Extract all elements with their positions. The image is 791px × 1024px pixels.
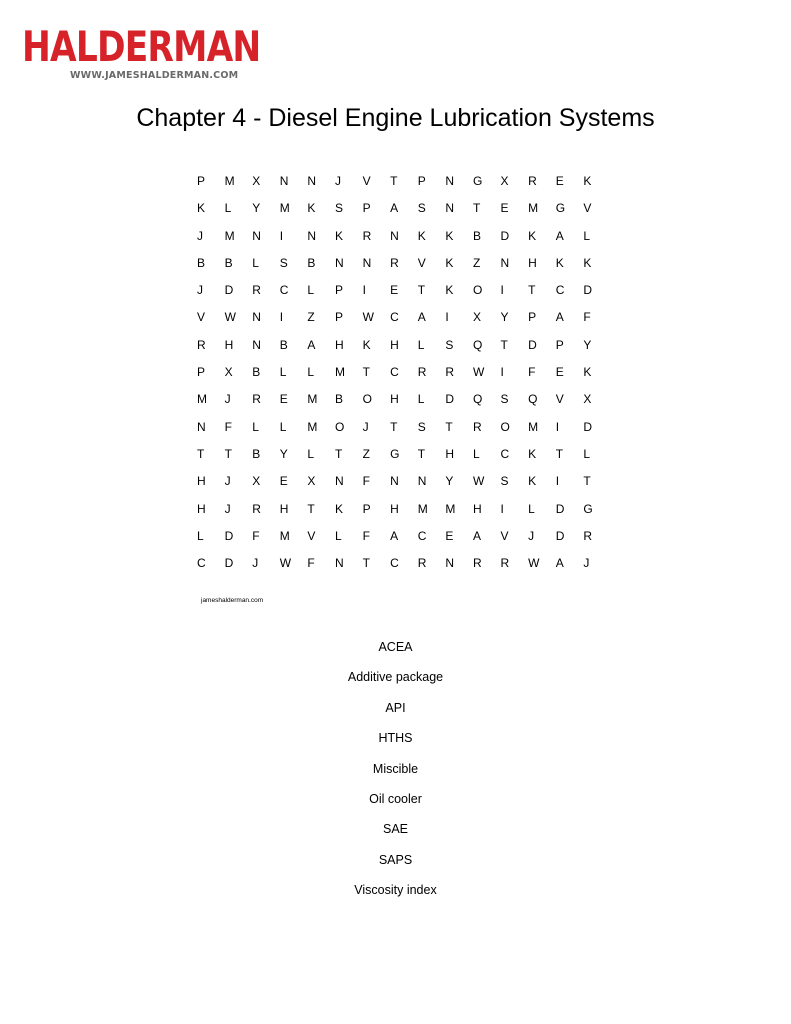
site-tag: jameshalderman.com — [201, 597, 264, 604]
grid-letter: I — [279, 310, 284, 325]
grid-letter: T — [334, 446, 343, 461]
grid-letter: J — [224, 501, 231, 516]
grid-letter: T — [555, 446, 564, 461]
word-list-item: Additive package — [347, 670, 444, 685]
grid-letter: Y — [445, 474, 454, 489]
grid-letter: D — [445, 392, 455, 407]
grid-letter: G — [555, 201, 566, 216]
grid-letter: N — [252, 228, 261, 243]
grid-letter: F — [224, 419, 232, 434]
grid-letter: D — [555, 501, 565, 516]
grid-letter: H — [445, 446, 455, 461]
grid-letter: R — [390, 255, 399, 270]
grid-letter: A — [390, 201, 399, 216]
grid-letter: C — [500, 446, 510, 461]
grid-letter: J — [528, 528, 535, 543]
grid-letter: N — [334, 474, 344, 489]
grid-letter: M — [197, 392, 207, 407]
grid-letter: D — [555, 528, 565, 543]
grid-letter: L — [417, 337, 425, 352]
grid-letter: C — [390, 365, 399, 380]
grid-letter: N — [307, 174, 317, 188]
grid-letter: W — [224, 310, 236, 325]
grid-letter: N — [445, 201, 455, 216]
grid-letter: N — [252, 310, 261, 325]
grid-letter: Z — [307, 310, 315, 325]
grid-letter: B — [197, 255, 206, 270]
word-list-item: Miscible — [372, 761, 419, 776]
grid-letter: L — [472, 446, 480, 461]
grid-letter: L — [197, 528, 204, 543]
grid-letter: A — [472, 528, 481, 543]
grid-letter: P — [417, 174, 426, 188]
grid-letter: X — [252, 174, 261, 188]
grid-letter: T — [307, 501, 315, 516]
grid-letter: J — [583, 556, 590, 571]
grid-letter: L — [528, 501, 535, 516]
grid-letter: P — [197, 174, 206, 188]
grid-letter: L — [417, 392, 425, 407]
grid-letter: P — [334, 310, 343, 325]
grid-letter: B — [224, 255, 233, 270]
grid-letter: A — [390, 528, 399, 543]
grid-letter: T — [197, 446, 205, 461]
grid-letter: T — [583, 474, 591, 489]
grid-letter: Q — [472, 337, 483, 352]
grid-letter: K — [334, 228, 343, 243]
grid-letter: F — [252, 528, 260, 543]
grid-letter: T — [390, 419, 398, 434]
grid-letter: C — [279, 283, 289, 298]
grid-letter: I — [279, 228, 284, 243]
grid-letter: X — [224, 365, 233, 380]
grid-letter: J — [334, 174, 341, 188]
grid-letter: V — [583, 201, 592, 216]
grid-letter: I — [555, 474, 560, 489]
grid-letter: K — [445, 255, 454, 270]
grid-letter: E — [390, 283, 399, 298]
word-list-item: Viscosity index — [354, 883, 437, 898]
grid-letter: L — [252, 419, 259, 434]
grid-letter: T — [417, 283, 426, 298]
grid-letter: D — [224, 283, 234, 298]
grid-letter: T — [445, 419, 453, 434]
word-list-item: SAE — [382, 822, 408, 837]
grid-letter: R — [362, 228, 372, 243]
grid-letter: I — [555, 419, 560, 434]
grid-letter: R — [417, 556, 427, 571]
grid-letter: B — [472, 228, 481, 243]
grid-letter: K — [583, 174, 592, 188]
grid-letter: H — [279, 501, 289, 516]
grid-letter: T — [528, 283, 536, 298]
grid-letter: M — [224, 174, 235, 188]
word-list-item: ACEA — [378, 640, 413, 654]
grid-letter: B — [307, 255, 316, 270]
grid-letter: M — [279, 528, 290, 543]
grid-letter: V — [197, 310, 206, 325]
grid-letter: S — [417, 419, 426, 434]
grid-letter: K — [445, 228, 454, 243]
grid-letter: I — [500, 283, 504, 298]
grid-letter: O — [362, 392, 372, 407]
grid-letter: W — [528, 556, 540, 571]
grid-letter: H — [224, 337, 234, 352]
grid-letter: L — [307, 446, 315, 461]
logo-brand-text: HALDERMAN — [22, 22, 261, 71]
grid-letter: M — [417, 501, 428, 516]
grid-letter: F — [362, 474, 370, 489]
grid-letter: V — [555, 392, 564, 407]
grid-letter: Y — [279, 446, 288, 461]
grid-letter: K — [555, 255, 564, 270]
grid-letter: A — [417, 310, 426, 325]
grid-letter: T — [362, 556, 370, 571]
grid-letter: L — [224, 201, 232, 216]
word-search-grid — [191, 172, 605, 581]
grid-letter: B — [334, 392, 343, 407]
grid-letter: L — [307, 365, 315, 380]
grid-letter: L — [307, 283, 315, 298]
grid-letter: R — [472, 556, 482, 571]
grid-letter: A — [555, 556, 564, 571]
grid-letter: A — [555, 310, 564, 325]
grid-letter: C — [555, 283, 565, 298]
grid-letter: K — [362, 337, 371, 352]
grid-letter: P — [528, 310, 537, 325]
grid-letter: M — [224, 228, 235, 243]
grid-letter: E — [555, 174, 564, 188]
grid-letter: T — [472, 201, 481, 216]
grid-letter: K — [417, 228, 426, 243]
grid-letter: H — [390, 392, 399, 407]
grid-letter: R — [445, 365, 455, 380]
grid-letter: S — [500, 474, 509, 489]
grid-letter: N — [307, 228, 317, 243]
grid-letter: Y — [252, 201, 261, 216]
grid-letter: B — [279, 337, 288, 352]
grid-letter: J — [362, 419, 369, 434]
grid-letter: T — [362, 365, 370, 380]
grid-letter: A — [555, 228, 564, 243]
grid-letter: J — [224, 392, 231, 407]
grid-letter: F — [583, 310, 591, 325]
grid-letter: W — [279, 556, 292, 571]
grid-letter: F — [528, 365, 536, 380]
grid-letter: J — [197, 228, 203, 243]
word-list — [0, 639, 791, 913]
grid-letter: P — [334, 283, 343, 298]
grid-letter: S — [279, 255, 288, 270]
grid-letter: M — [445, 501, 456, 516]
grid-letter: H — [197, 501, 206, 516]
grid-letter: I — [445, 310, 449, 325]
grid-letter: E — [555, 365, 564, 380]
grid-letter: N — [390, 474, 399, 489]
grid-letter: E — [445, 528, 454, 543]
grid-letter: H — [390, 501, 399, 516]
grid-letter: L — [252, 255, 259, 270]
grid-letter: B — [252, 446, 261, 461]
grid-letter: A — [307, 337, 316, 352]
grid-letter: M — [279, 201, 290, 216]
grid-letter: W — [362, 310, 374, 325]
grid-letter: R — [583, 528, 592, 543]
grid-letter: X — [307, 474, 316, 489]
grid-letter: V — [307, 528, 316, 543]
grid-letter: H — [528, 255, 537, 270]
grid-letter: C — [390, 310, 399, 325]
grid-letter: Z — [362, 446, 370, 461]
grid-letter: L — [583, 446, 590, 461]
grid-letter: H — [472, 501, 482, 516]
grid-letter: M — [528, 201, 539, 216]
grid-letter: X — [583, 392, 592, 407]
grid-letter: Q — [528, 392, 538, 407]
grid-letter: R — [472, 419, 482, 434]
grid-letter: K — [583, 365, 592, 380]
word-list-item: SAPS — [378, 852, 413, 867]
grid-letter: C — [417, 528, 427, 543]
grid-letter: N — [197, 419, 206, 434]
grid-letter: N — [252, 337, 261, 352]
grid-letter: H — [390, 337, 399, 352]
grid-letter: R — [528, 174, 537, 188]
grid-letter: N — [362, 255, 372, 270]
grid-letter: P — [197, 365, 206, 380]
grid-letter: X — [500, 174, 509, 188]
grid-letter: M — [528, 419, 539, 434]
grid-letter: C — [390, 556, 399, 571]
page-title: Chapter 4 - Diesel Engine Lubrication Systems — [136, 104, 655, 132]
grid-letter: D — [583, 283, 592, 298]
grid-letter: R — [197, 337, 206, 352]
grid-letter: S — [445, 337, 454, 352]
grid-letter: N — [445, 556, 455, 571]
grid-letter: R — [252, 501, 261, 516]
grid-letter: D — [500, 228, 510, 243]
grid-letter: S — [334, 201, 343, 216]
grid-letter: G — [583, 501, 593, 516]
grid-letter: K — [197, 201, 206, 216]
grid-letter: E — [279, 474, 288, 489]
grid-letter: D — [528, 337, 537, 352]
grid-letter: K — [307, 201, 316, 216]
grid-letter: K — [445, 283, 454, 298]
grid-letter: T — [390, 174, 398, 188]
grid-letter: F — [307, 556, 315, 571]
grid-letter: O — [500, 419, 510, 434]
grid-letter: N — [334, 255, 344, 270]
halderman-logo — [22, 22, 261, 84]
grid-letter: H — [334, 337, 344, 352]
grid-letter: R — [252, 392, 261, 407]
grid-letter: D — [224, 556, 234, 571]
grid-letter: L — [279, 419, 287, 434]
grid-letter: T — [417, 446, 426, 461]
grid-letter: I — [500, 365, 504, 380]
grid-letter: D — [224, 528, 234, 543]
grid-letter: K — [528, 228, 537, 243]
grid-letter: V — [417, 255, 426, 270]
grid-letter: Y — [583, 337, 592, 352]
grid-letter: O — [472, 283, 483, 298]
grid-letter: M — [307, 419, 318, 434]
grid-letter: H — [197, 474, 206, 489]
grid-letter: K — [528, 474, 537, 489]
word-list-item: HTHS — [378, 731, 413, 746]
grid-letter: N — [390, 228, 399, 243]
grid-letter: R — [500, 556, 510, 571]
grid-letter: Q — [472, 392, 483, 407]
grid-letter: P — [362, 501, 371, 516]
grid-letter: N — [279, 174, 289, 188]
grid-letter: M — [334, 365, 345, 380]
grid-letter: N — [417, 474, 427, 489]
grid-letter: J — [224, 474, 231, 489]
logo-url-text: WWW.JAMESHALDERMAN.COM — [70, 70, 239, 81]
grid-letter: L — [334, 528, 342, 543]
grid-letter: G — [390, 446, 400, 461]
grid-letter: J — [197, 283, 203, 298]
grid-letter: R — [417, 365, 427, 380]
grid-letter: I — [500, 501, 504, 516]
grid-letter: N — [445, 174, 455, 188]
grid-letter: D — [583, 419, 592, 434]
grid-letter: B — [252, 365, 261, 380]
grid-letter: Y — [500, 310, 509, 325]
grid-letter: N — [334, 556, 344, 571]
grid-letter: L — [583, 228, 590, 243]
grid-letter: T — [224, 446, 232, 461]
grid-letter: G — [472, 174, 483, 188]
grid-letter: R — [252, 283, 261, 298]
grid-letter: M — [307, 392, 318, 407]
grid-letter: S — [500, 392, 509, 407]
grid-letter: V — [500, 528, 509, 543]
grid-letter: T — [500, 337, 508, 352]
grid-letter: W — [472, 365, 485, 380]
grid-letter: Z — [472, 255, 481, 270]
grid-letter: N — [500, 255, 510, 270]
word-list-item: Oil cooler — [369, 791, 422, 806]
grid-letter: E — [500, 201, 509, 216]
grid-letter: E — [279, 392, 288, 407]
grid-letter: P — [362, 201, 371, 216]
grid-letter: J — [252, 556, 259, 571]
grid-letter: L — [279, 365, 287, 380]
grid-letter: S — [417, 201, 426, 216]
grid-letter: W — [472, 474, 485, 489]
grid-letter: X — [252, 474, 261, 489]
grid-letter: F — [362, 528, 370, 543]
grid-letter: V — [362, 174, 371, 188]
grid-letter: K — [583, 255, 592, 270]
grid-letter: K — [334, 501, 343, 516]
grid-letter: X — [472, 310, 481, 325]
grid-letter: P — [555, 337, 564, 352]
grid-letter: K — [528, 446, 537, 461]
grid-letter: O — [334, 419, 345, 434]
word-list-item: API — [385, 700, 406, 715]
grid-letter: I — [362, 283, 366, 298]
grid-letter: C — [197, 556, 206, 571]
